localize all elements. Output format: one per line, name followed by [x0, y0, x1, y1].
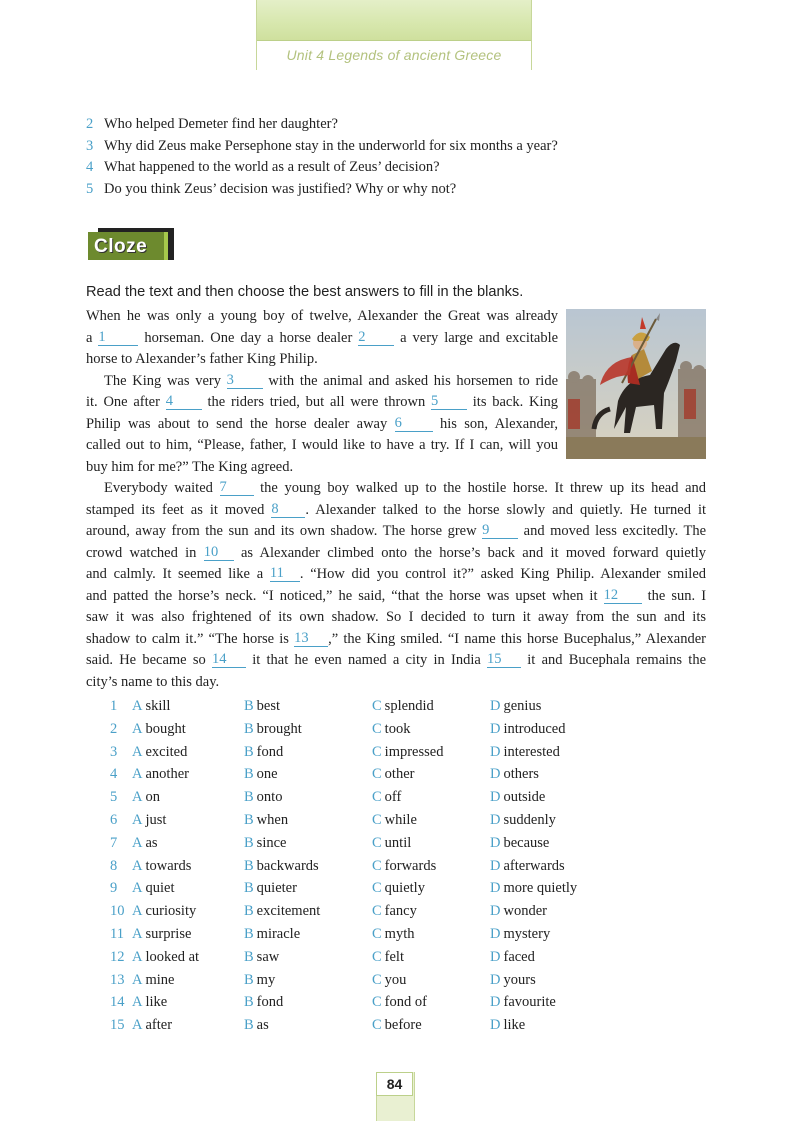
option-text: fond of	[384, 994, 427, 1011]
page-number: 84	[376, 1072, 413, 1096]
blank-5: 5	[431, 393, 467, 410]
passage-line	[86, 586, 706, 608]
option-number: 1	[110, 698, 118, 714]
option-letter: A	[132, 880, 143, 897]
option-text: on	[145, 789, 160, 806]
option-text: another	[145, 766, 189, 783]
option-text: faced	[503, 948, 535, 965]
question-item	[86, 114, 558, 136]
option-letter: B	[244, 743, 254, 760]
passage-line: buy him for me?” The King agreed.	[86, 458, 294, 475]
option-letter: D	[490, 948, 501, 965]
option-letter: A	[132, 971, 143, 988]
option-row	[110, 809, 710, 832]
passage-text: ,” the King smiled. “I name this horse Bucephalus,” Alexander	[328, 630, 706, 647]
cloze-instruction: Read the text and then choose the best answers to fill in the blanks.	[86, 284, 524, 300]
option-d[interactable]	[490, 855, 565, 878]
option-text: mystery	[503, 925, 551, 942]
option-number: 4	[110, 766, 118, 783]
banner-decoration	[257, 0, 531, 41]
option-letter: B	[244, 1017, 254, 1034]
option-b[interactable]	[244, 832, 286, 855]
answer-options	[110, 695, 710, 1037]
option-text: outside	[503, 789, 546, 806]
unit-title: Unit 4 Legends of ancient Greece	[257, 41, 531, 70]
option-letter: C	[372, 971, 382, 988]
passage-line	[86, 629, 706, 651]
option-text: other	[384, 766, 415, 783]
option-letter: A	[132, 994, 143, 1011]
option-d[interactable]	[490, 1014, 525, 1037]
option-text: forwards	[384, 857, 437, 874]
question-number: 4	[86, 159, 94, 175]
section-heading: Cloze	[94, 236, 148, 257]
option-letter: C	[372, 994, 382, 1011]
passage-text: . Alexander talked to the horse slowly and quietly. He turned it	[305, 501, 707, 518]
option-row	[110, 695, 710, 718]
option-letter: B	[244, 720, 254, 737]
passage-text: with the animal and asked his horsemen to ride	[268, 372, 559, 389]
option-text: excited	[145, 743, 188, 760]
option-d[interactable]	[490, 763, 539, 786]
option-row	[110, 991, 710, 1014]
option-letter: D	[490, 698, 501, 714]
option-a[interactable]	[132, 969, 174, 992]
passage-line	[86, 521, 706, 543]
option-letter: A	[132, 925, 143, 942]
option-number: 6	[110, 811, 118, 828]
option-number: 12	[110, 948, 125, 965]
option-row	[110, 923, 710, 946]
option-letter: C	[372, 789, 382, 806]
option-d[interactable]	[490, 877, 577, 900]
option-letter: B	[244, 811, 254, 828]
option-row	[110, 718, 710, 741]
passage-text: his son, Alexander,	[439, 415, 558, 432]
option-text: curiosity	[145, 903, 197, 920]
option-text: my	[256, 971, 276, 988]
option-text: before	[384, 1017, 422, 1034]
option-d[interactable]	[490, 969, 536, 992]
option-row	[110, 900, 710, 923]
option-letter: D	[490, 971, 501, 988]
option-letter: D	[490, 720, 501, 737]
option-text: genius	[503, 698, 542, 714]
option-b[interactable]	[244, 1014, 269, 1037]
option-c[interactable]	[372, 741, 443, 764]
option-letter: B	[244, 880, 254, 897]
option-text: onto	[256, 789, 283, 806]
option-text: quiet	[145, 880, 175, 897]
option-c[interactable]	[372, 1014, 422, 1037]
option-text: because	[503, 834, 550, 851]
passage-text: stamped its feet as it moved	[86, 501, 265, 518]
passage-line	[86, 478, 706, 500]
option-d[interactable]	[490, 809, 556, 832]
option-text: bought	[145, 720, 186, 737]
passage-text: the young boy walked up to the hostile horse. It threw up its head and	[260, 480, 707, 496]
blank-11: 11	[270, 565, 300, 582]
passage-text: and moved less excitedly. The	[523, 523, 707, 539]
option-row	[110, 741, 710, 764]
option-letter: A	[132, 948, 143, 965]
option-c[interactable]	[372, 718, 410, 741]
passage-line	[86, 564, 706, 586]
option-letter: C	[372, 925, 382, 942]
question-item	[86, 136, 558, 158]
option-text: miracle	[256, 925, 301, 942]
option-number: 3	[110, 743, 118, 760]
option-letter: B	[244, 789, 254, 806]
option-letter: D	[490, 1017, 501, 1034]
option-number: 14	[110, 994, 125, 1011]
option-number: 2	[110, 720, 118, 737]
blank-7: 7	[220, 479, 254, 496]
option-d[interactable]	[490, 991, 556, 1014]
blank-12: 12	[604, 587, 642, 604]
option-text: afterwards	[503, 857, 565, 874]
option-text: like	[503, 1017, 526, 1034]
passage-line	[86, 392, 558, 414]
option-letter: B	[244, 834, 254, 851]
option-a[interactable]	[132, 809, 166, 832]
option-text: best	[256, 698, 281, 714]
question-number: 5	[86, 180, 94, 197]
option-b[interactable]	[244, 991, 283, 1014]
option-c[interactable]	[372, 832, 411, 855]
option-letter: A	[132, 857, 143, 874]
blank-3: 3	[227, 372, 263, 389]
passage-text: and patted the horse’s neck. “I noticed,” he said, “that the horse was upset when it	[86, 587, 598, 604]
option-b[interactable]	[244, 718, 302, 741]
option-a[interactable]	[132, 695, 170, 718]
option-text: impressed	[384, 743, 444, 760]
passage-text: the riders tried, but all were thrown	[207, 394, 426, 410]
blank-9: 9	[482, 522, 518, 539]
option-b[interactable]	[244, 809, 288, 832]
option-letter: C	[372, 743, 382, 760]
passage-text: said. He became so	[86, 652, 206, 668]
blank-1: 1	[98, 329, 138, 346]
blank-14: 14	[212, 651, 246, 668]
option-c[interactable]	[372, 695, 434, 718]
option-text: after	[145, 1017, 173, 1034]
blank-15: 15	[487, 651, 521, 668]
passage-text: a	[86, 329, 93, 346]
passage-line: When he was only a young boy of twelve, Alexander the Great was already	[86, 308, 558, 324]
passage-text: as Alexander climbed onto the horse’s back and it moved forward quietly	[240, 544, 707, 561]
passage-text: the sun. I	[647, 587, 707, 604]
option-text: off	[384, 789, 402, 806]
option-text: as	[256, 1017, 269, 1034]
option-text: when	[256, 811, 289, 828]
option-b[interactable]	[244, 877, 297, 900]
passage-text: a very large and excitable	[400, 329, 559, 346]
option-a[interactable]	[132, 855, 191, 878]
option-text: introduced	[503, 720, 566, 737]
passage-text: Everybody waited	[104, 480, 213, 496]
passage-text: shadow to calm it.” “The horse is	[86, 630, 289, 647]
option-d[interactable]	[490, 946, 535, 969]
passage-text: . “How did you control it?” asked King Philip. Alexander smiled	[299, 566, 707, 582]
option-d[interactable]	[490, 718, 566, 741]
blank-4: 4	[166, 393, 202, 410]
option-text: quieter	[256, 880, 297, 897]
option-a[interactable]	[132, 786, 160, 809]
option-letter: B	[244, 948, 254, 965]
option-text: like	[145, 994, 168, 1011]
option-text: myth	[384, 925, 415, 942]
option-letter: D	[490, 880, 501, 897]
passage-text: The King was very	[104, 372, 221, 389]
question-text: Who helped Demeter find her daughter?	[104, 116, 338, 132]
passage-line	[86, 371, 558, 393]
blank-13: 13	[294, 630, 328, 647]
passage-text: it that he even named a city in India	[252, 652, 481, 668]
question-item	[86, 157, 558, 179]
option-c[interactable]	[372, 900, 417, 923]
alexander-horse-illustration	[566, 309, 706, 459]
illustration-svg	[566, 309, 706, 459]
option-b[interactable]	[244, 741, 283, 764]
option-letter: D	[490, 743, 501, 760]
option-number: 9	[110, 880, 118, 897]
option-letter: A	[132, 789, 143, 806]
option-c[interactable]	[372, 946, 404, 969]
option-row	[110, 1014, 710, 1037]
passage-text: crowd watched in	[86, 544, 197, 561]
passage-line: saw it was also frightened of its own shadow. So I decided to turn it away from the sun and its	[86, 609, 706, 625]
option-letter: B	[244, 925, 254, 942]
option-letter: B	[244, 994, 254, 1011]
passage-line	[86, 543, 706, 565]
option-text: skill	[145, 698, 171, 714]
passage-text: its back. King	[472, 394, 559, 410]
option-letter: C	[372, 1017, 382, 1034]
option-number: 11	[110, 925, 124, 942]
option-letter: A	[132, 698, 143, 714]
option-d[interactable]	[490, 900, 547, 923]
option-a[interactable]	[132, 763, 189, 786]
option-b[interactable]	[244, 969, 275, 992]
option-c[interactable]	[372, 877, 425, 900]
option-c[interactable]	[372, 991, 427, 1014]
option-c[interactable]	[372, 809, 417, 832]
passage-line: horse to Alexander’s father King Philip.	[86, 351, 318, 367]
option-text: wonder	[503, 903, 547, 920]
question-item	[86, 179, 558, 201]
option-b[interactable]	[244, 900, 320, 923]
passage-line	[86, 500, 706, 522]
option-b[interactable]	[244, 855, 319, 878]
option-letter: D	[490, 857, 501, 874]
passage-line: called out to him, “Please, father, I would like to have a try. If I can, will you	[86, 437, 558, 453]
option-number: 15	[110, 1017, 125, 1034]
option-a[interactable]	[132, 900, 196, 923]
option-d[interactable]	[490, 786, 545, 809]
option-letter: B	[244, 857, 254, 874]
option-a[interactable]	[132, 1014, 172, 1037]
option-letter: C	[372, 857, 382, 874]
blank-10: 10	[204, 544, 234, 561]
option-row	[110, 832, 710, 855]
option-letter: D	[490, 834, 501, 851]
option-letter: C	[372, 698, 382, 714]
option-letter: B	[244, 766, 254, 783]
option-b[interactable]	[244, 695, 280, 718]
option-a[interactable]	[132, 946, 199, 969]
option-row	[110, 786, 710, 809]
option-row	[110, 855, 710, 878]
option-a[interactable]	[132, 741, 187, 764]
option-text: favourite	[503, 994, 556, 1011]
option-c[interactable]	[372, 855, 436, 878]
option-text: backwards	[256, 857, 319, 874]
option-letter: B	[244, 971, 254, 988]
passage-line	[86, 414, 558, 436]
option-letter: A	[132, 720, 143, 737]
option-text: saw	[256, 948, 280, 965]
unit-banner	[256, 0, 532, 70]
question-list	[86, 114, 558, 200]
option-text: excitement	[256, 903, 321, 920]
option-letter: D	[490, 811, 501, 828]
option-text: quietly	[384, 880, 425, 897]
option-c[interactable]	[372, 969, 406, 992]
option-row	[110, 969, 710, 992]
option-text: brought	[256, 720, 302, 737]
option-a[interactable]	[132, 923, 191, 946]
cloze-section-badge	[88, 228, 174, 264]
question-text: Why did Zeus make Persephone stay in the underworld for six months a year?	[104, 137, 558, 154]
option-a[interactable]	[132, 832, 158, 855]
passage-text: and calmly. It seemed like a	[86, 566, 264, 582]
option-text: you	[384, 971, 407, 988]
question-text: What happened to the world as a result of Zeus’ decision?	[104, 159, 440, 175]
option-letter: A	[132, 1017, 143, 1034]
question-text: Do you think Zeus’ decision was justified? Why or why not?	[104, 180, 457, 197]
option-a[interactable]	[132, 718, 186, 741]
option-text: fancy	[384, 903, 417, 920]
option-text: others	[503, 766, 539, 783]
blank-6: 6	[395, 415, 433, 432]
option-text: one	[256, 766, 278, 783]
option-number: 13	[110, 971, 125, 988]
option-letter: C	[372, 880, 382, 897]
option-text: took	[384, 720, 411, 737]
option-b[interactable]	[244, 786, 282, 809]
option-b[interactable]	[244, 923, 300, 946]
option-text: looked at	[145, 948, 200, 965]
option-d[interactable]	[490, 741, 560, 764]
passage-text: horseman. One day a horse dealer	[144, 329, 353, 346]
passage-text: it. One after	[86, 394, 160, 410]
option-c[interactable]	[372, 923, 414, 946]
option-c[interactable]	[372, 763, 414, 786]
passage-line: city’s name to this day.	[86, 673, 220, 690]
option-letter: C	[372, 720, 382, 737]
option-letter: D	[490, 925, 501, 942]
option-letter: A	[132, 903, 143, 920]
passage-text: it and Bucephala remains the	[527, 652, 706, 668]
option-letter: C	[372, 948, 382, 965]
option-letter: C	[372, 811, 382, 828]
option-b[interactable]	[244, 946, 279, 969]
option-text: fond	[256, 994, 284, 1011]
option-letter: A	[132, 834, 143, 851]
option-d[interactable]	[490, 695, 541, 718]
option-text: fond	[256, 743, 284, 760]
option-letter: A	[132, 811, 143, 828]
option-c[interactable]	[372, 786, 401, 809]
option-letter: D	[490, 994, 501, 1011]
option-letter: A	[132, 743, 143, 760]
option-d[interactable]	[490, 832, 549, 855]
option-text: since	[256, 834, 287, 851]
option-d[interactable]	[490, 923, 550, 946]
option-letter: D	[490, 789, 501, 806]
option-text: yours	[503, 971, 536, 988]
option-text: mine	[145, 971, 175, 988]
passage-text: Philip was about to send the horse dealer away	[86, 415, 388, 432]
option-row	[110, 877, 710, 900]
option-letter: A	[132, 766, 143, 783]
blank-8: 8	[271, 501, 305, 518]
passage-text: around, away from the sun and its own shadow. The horse grew	[86, 523, 477, 539]
option-text: felt	[384, 948, 404, 965]
option-letter: C	[372, 834, 382, 851]
option-text: as	[145, 834, 158, 851]
option-text: until	[384, 834, 412, 851]
option-text: interested	[503, 743, 560, 760]
option-letter: C	[372, 903, 382, 920]
option-row	[110, 946, 710, 969]
option-letter: B	[244, 903, 254, 920]
passage-line	[86, 650, 706, 672]
option-text: just	[145, 811, 167, 828]
option-letter: C	[372, 766, 382, 783]
option-text: splendid	[384, 698, 434, 714]
question-number: 2	[86, 116, 94, 132]
passage-line	[86, 328, 558, 350]
option-text: more quietly	[503, 880, 578, 897]
option-a[interactable]	[132, 877, 174, 900]
option-a[interactable]	[132, 991, 167, 1014]
option-number: 8	[110, 857, 118, 874]
option-number: 7	[110, 834, 118, 851]
option-number: 10	[110, 903, 125, 920]
option-b[interactable]	[244, 763, 278, 786]
option-letter: B	[244, 698, 254, 714]
option-letter: D	[490, 903, 501, 920]
blank-2: 2	[358, 329, 394, 346]
option-letter: D	[490, 766, 501, 783]
option-number: 5	[110, 789, 118, 806]
option-text: towards	[145, 857, 192, 874]
option-text: surprise	[145, 925, 192, 942]
question-number: 3	[86, 137, 94, 154]
option-row	[110, 763, 710, 786]
option-text: suddenly	[503, 811, 556, 828]
option-text: while	[384, 811, 417, 828]
